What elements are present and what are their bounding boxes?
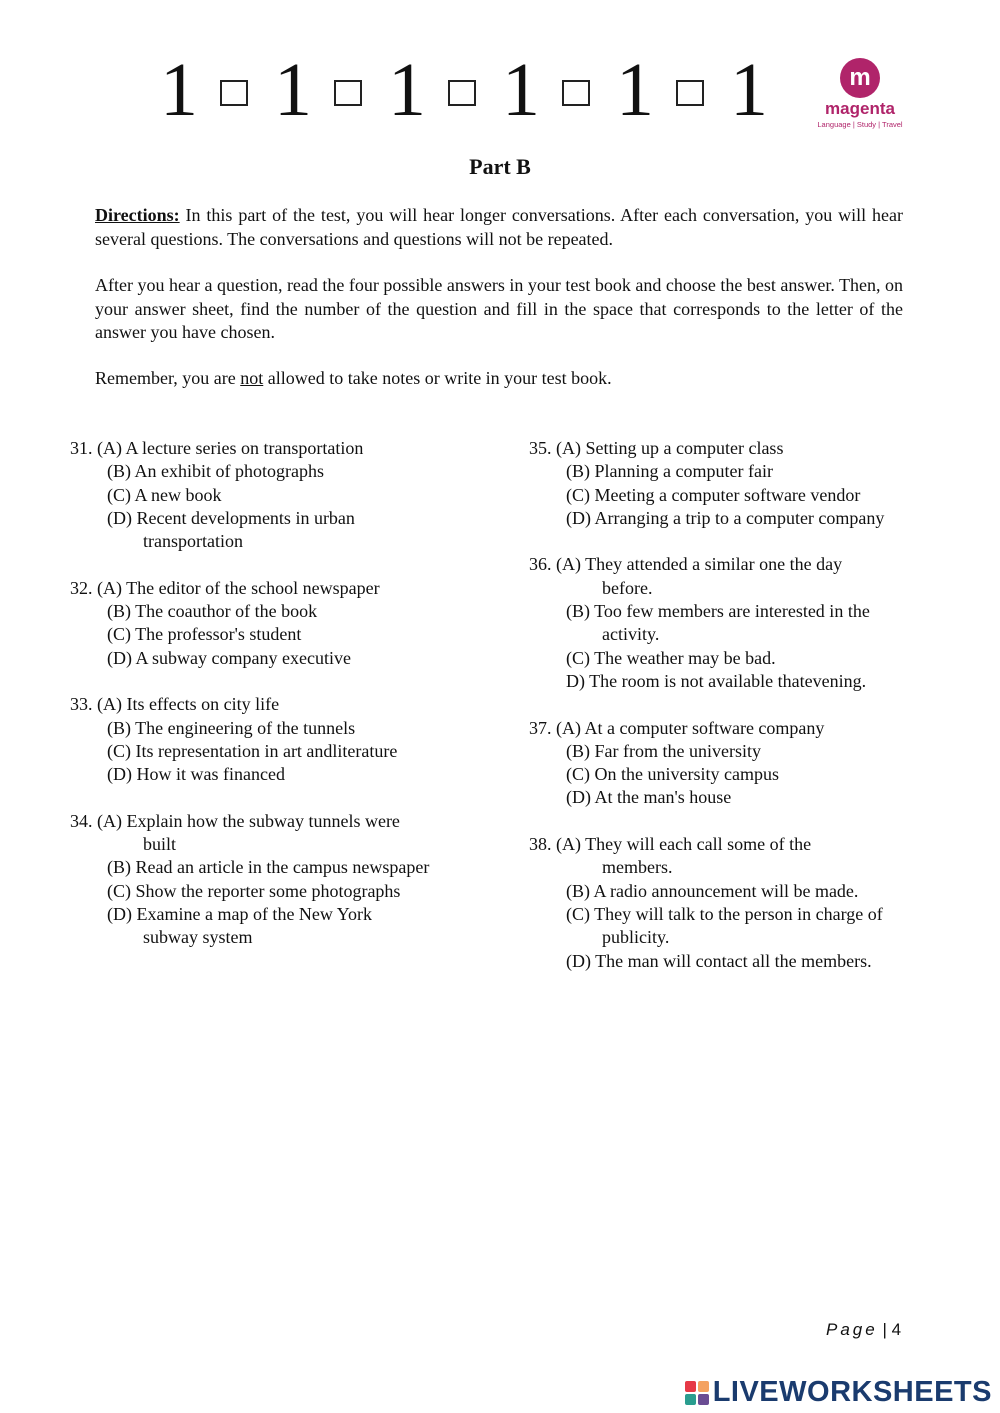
question-item bbox=[70, 810, 490, 950]
questions-left-column bbox=[70, 437, 490, 973]
answer-option: (D) How it was financed bbox=[107, 764, 285, 785]
header-digit: 1 bbox=[502, 48, 540, 132]
question-item bbox=[529, 717, 949, 810]
answer-option: (B) The engineering of the tunnels bbox=[107, 717, 356, 738]
answer-option: (D) The man will contact all the members. bbox=[566, 950, 872, 971]
question-first-option: 33. (A) Its effects on city life bbox=[70, 694, 280, 715]
option-continuation: members. bbox=[602, 857, 673, 878]
option-continuation: subway system bbox=[143, 927, 253, 948]
answer-option: (B) A radio announcement will be made. bbox=[566, 880, 859, 901]
checkbox-icon bbox=[220, 80, 248, 106]
magenta-logo bbox=[815, 58, 905, 129]
option-continuation: activity. bbox=[602, 624, 660, 645]
logo-tile bbox=[698, 1381, 709, 1392]
answer-option: (C) Show the reporter some photographs bbox=[107, 880, 401, 901]
answer-option: (D) Examine a map of the New York bbox=[107, 903, 372, 924]
header-digit: 1 bbox=[388, 48, 426, 132]
answer-option: (D) Recent developments in urban bbox=[107, 507, 355, 528]
logo-tile bbox=[685, 1381, 696, 1392]
reminder-paragraph: Remember, you are not allowed to take notes or write in your test book. bbox=[95, 368, 612, 388]
answer-option: (B) Too few members are interested in the bbox=[566, 601, 870, 622]
header-digit-strip bbox=[160, 48, 790, 132]
answer-option: (C) A new book bbox=[107, 484, 222, 505]
logo-name: magenta bbox=[825, 99, 895, 118]
magenta-logo-icon: m bbox=[840, 58, 880, 98]
checkbox-icon bbox=[448, 80, 476, 106]
answer-option: (C) The weather may be bad. bbox=[566, 647, 776, 668]
option-continuation: built bbox=[143, 834, 177, 855]
answer-option: D) The room is not available thatevening. bbox=[566, 670, 867, 691]
question-item bbox=[70, 693, 490, 786]
question-first-option: 35. (A) Setting up a computer class bbox=[529, 438, 784, 458]
header-digit: 1 bbox=[274, 48, 312, 132]
question-first-option: 32. (A) The editor of the school newspaper bbox=[70, 577, 380, 598]
question-item bbox=[529, 833, 949, 973]
answer-option: (B) Planning a computer fair bbox=[566, 461, 773, 482]
instructions-paragraph: After you hear a question, read the four possible answers in your test book and choose the best answer. Then, on your answer sheet, find the number of the question and fill in the space that corresponds to the letter of the answer you have chosen. bbox=[95, 275, 903, 342]
answer-option: (B) An exhibit of photographs bbox=[107, 461, 324, 482]
page-number-value: 4 bbox=[891, 1320, 902, 1339]
answer-option: (D) Arranging a trip to a computer company bbox=[566, 507, 885, 528]
answer-option: (C) Its representation in art andliterature bbox=[107, 740, 398, 761]
header-digit: 1 bbox=[160, 48, 198, 132]
question-item bbox=[70, 577, 490, 670]
section-title: Part B bbox=[469, 154, 531, 179]
liveworksheets-logo-icon bbox=[685, 1381, 709, 1405]
question-first-option: 34. (A) Explain how the subway tunnels were bbox=[70, 810, 400, 831]
checkbox-icon bbox=[676, 80, 704, 106]
logo-tagline: Language | Study | Travel bbox=[817, 120, 903, 129]
answer-option: (B) Read an article in the campus newspaper bbox=[107, 857, 430, 878]
directions-label: Directions: bbox=[95, 205, 180, 225]
questions-right-column bbox=[529, 437, 949, 996]
question-item bbox=[529, 553, 949, 693]
question-first-option: 36. (A) They attended a similar one the day bbox=[529, 554, 843, 575]
answer-option: (C) On the university campus bbox=[566, 764, 779, 785]
watermark-text: LIVEWORKSHEETS bbox=[712, 1376, 992, 1408]
question-first-option: 38. (A) They will each call some of the bbox=[529, 834, 812, 855]
logo-tile bbox=[698, 1394, 709, 1405]
question-first-option: 37. (A) At a computer software company bbox=[529, 717, 825, 738]
option-continuation: publicity. bbox=[602, 927, 670, 948]
checkbox-icon bbox=[562, 80, 590, 106]
logo-tile bbox=[685, 1394, 696, 1405]
question-first-option: 31. (A) A lecture series on transportation bbox=[70, 438, 364, 458]
directions-paragraph bbox=[95, 204, 903, 251]
option-continuation: before. bbox=[602, 577, 653, 598]
header-digit: 1 bbox=[730, 48, 768, 132]
answer-option: (C) Meeting a computer software vendor bbox=[566, 484, 861, 505]
answer-option: (C) They will talk to the person in charge of bbox=[566, 903, 883, 924]
answer-option: (B) Far from the university bbox=[566, 740, 761, 761]
emphasis-not: not bbox=[240, 368, 264, 388]
question-item bbox=[529, 437, 949, 530]
question-item bbox=[70, 437, 490, 553]
directions-text: In this part of the test, you will hear longer conversations. After each conversation, you will hear several questions. The conversations and questions will not be repeated. bbox=[95, 205, 903, 249]
checkbox-icon bbox=[334, 80, 362, 106]
header-digit: 1 bbox=[616, 48, 654, 132]
option-continuation: transportation bbox=[143, 531, 243, 552]
answer-option: (D) At the man's house bbox=[566, 787, 732, 808]
answer-option: (D) A subway company executive bbox=[107, 647, 351, 668]
answer-option: (B) The coauthor of the book bbox=[107, 601, 318, 622]
page-number: Page | 4 bbox=[826, 1320, 902, 1339]
liveworksheets-watermark bbox=[685, 1376, 992, 1409]
answer-option: (C) The professor's student bbox=[107, 624, 302, 645]
